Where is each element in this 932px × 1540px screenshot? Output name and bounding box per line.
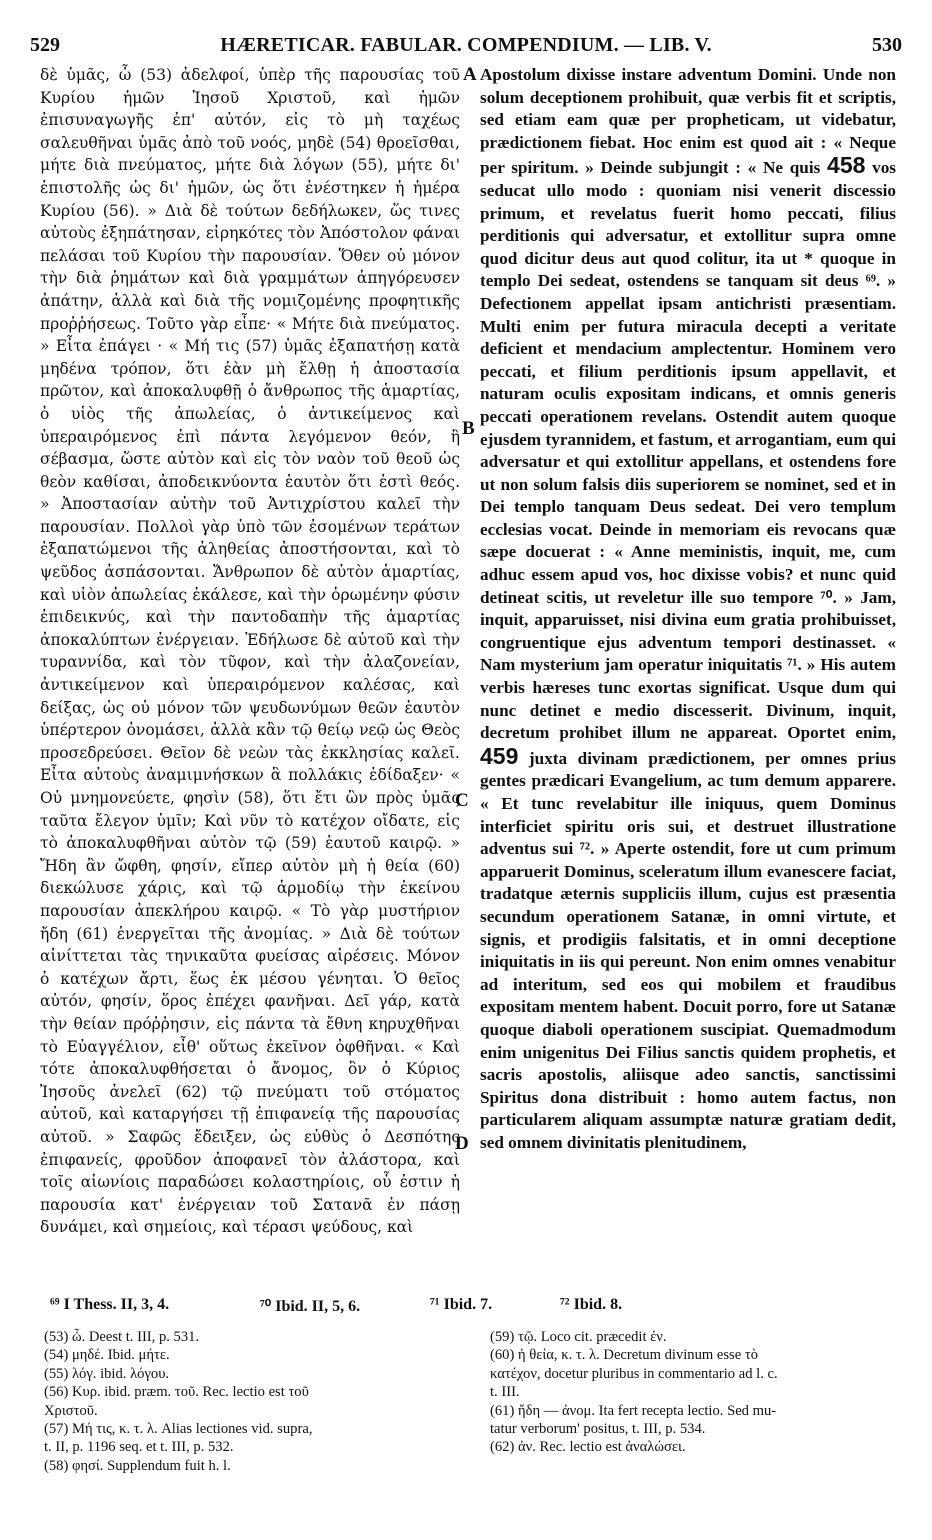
note-line: (55) λόγ. ibid. λόγου. bbox=[44, 1365, 170, 1382]
note-line: (58) φησί. Supplendum fuit h. l. bbox=[44, 1457, 231, 1474]
note-line: Χριστοῦ. bbox=[44, 1402, 98, 1419]
greek-column bbox=[40, 64, 460, 1239]
page-number-left: 529 bbox=[30, 34, 60, 56]
margin-marker-a: A bbox=[463, 64, 477, 85]
ref-71: ⁷¹ Ibid. 7. bbox=[430, 1296, 493, 1313]
ref-70: ⁷⁰ Ibid. II, 5, 6. bbox=[260, 1298, 361, 1315]
note-line: (53) ὦ. Deest t. III, p. 531. bbox=[44, 1329, 200, 1345]
margin-marker-c: C bbox=[455, 790, 469, 811]
running-header bbox=[30, 34, 902, 60]
note-line: (60) ἡ θεία, κ. τ. λ. Decretum divinum esse τὸ bbox=[490, 1347, 759, 1364]
ref-72: ⁷² Ibid. 8. bbox=[560, 1296, 623, 1313]
latin-text bbox=[480, 64, 896, 1155]
page-number-right: 530 bbox=[872, 34, 902, 56]
notes-right-column bbox=[490, 1328, 890, 1457]
ref-69: ⁶⁹ I Thess. II, 3, 4. bbox=[50, 1296, 170, 1313]
note-line: (54) μηδέ. Ibid. μήτε. bbox=[44, 1347, 170, 1364]
column-number-459: 459 bbox=[480, 742, 519, 769]
note-line: (56) Κυρ. ibid. præm. τοῦ. Rec. lectio est τοῦ bbox=[44, 1384, 309, 1401]
latin-column bbox=[480, 64, 896, 1155]
greek-text: δὲ ὑμᾶς, ὦ (53) ἀδελφοί, ὑπὲρ τῆς παρουσίας τοῦ Κυρίου ἡμῶν Ἰησοῦ Χριστοῦ, καὶ ἡμῶν ἐπισυναγωγῆς ἐπ' αὐτόν, εἰς τὸ μὴ ταχέως σαλευθῆναι ὑμᾶς ἀπὸ τοῦ νοός, μηδὲ (54) θροεῖσθαι, μήτε διὰ πνεύματος, μήτε διὰ λόγων (55), μήτε δι' ἐπιστολῆς ὡς δι' ἡμῶν, ὡς ὅτι ἐνέστηκεν ἡ ἡμέρα Κυρίου (56). » Διὰ δὲ τούτων δεδήλωκεν, ὥς τινες αὐτοὺς ἐξηπάτησαν, εἰρηκότες τὸν Ἀπόστολον φάναι πελάσαι τοῦ Κυρίου τὴν παρουσίαν. Ὅθεν οὐ μόνον τὴν διὰ ῥημάτων καὶ διὰ γραμμάτων ἀπηγόρευσεν ἀπάτην, ἀλλὰ καὶ διὰ τῆς νομιζομένης προφητικῆς προῤῥήσεως. Τοῦτο γὰρ εἶπε· « Μήτε διὰ πνεύματος. » Εἶτα ἐπάγει · « Μή τις (57) ὑμᾶς ἐξαπατήσῃ κατὰ μηδένα τρόπον, ὅτι ἐὰν μὴ ἔλθῃ ἡ ἀποστασία πρῶτον, καὶ ἀποκαλυφθῇ ὁ ἄνθρωπος τῆς ἁμαρτίας, ὁ υἱὸς τῆς ἀπωλείας, ὁ ἀντικείμενος καὶ ὑπεραιρόμενος ἐπὶ πάντα λεγόμενον θεόν, ἢ σέβασμα, ὥστε αὐτὸν καὶ εἰς τὸν ναὸν τοῦ θεοῦ ὡς θεὸν καθίσαι, ἀποδεικνύοντα ἑαυτὸν ὅτι ἐστὶ θεός. » Ἀποστασίαν αὐτὴν τοῦ Ἀντιχρίστου καλεῖ τὴν παρουσίαν. Πολλοὶ γὰρ ὑπὸ τῶν ἐσομένων τεράτων ἐξαπατώμενοι τῆς ἀληθείας ἀποστήσονται, καὶ τὸ ψεῦδος ἀσπάσονται. Ἄνθρωπον δὲ αὐτὸν ἁμαρτίας, καὶ υἱὸν ἀπωλείας ἐκάλεσε, καὶ τὴν ὁρωμένην φύσιν ἐπιδεικνύς, καὶ τὴν παντοδαπὴν τῆς ἁμαρτίας ἀποκαλύπτων ἐνέργειαν. Ἐδήλωσε δὲ αὐτοῦ καὶ τὴν τυραννίδα, καὶ τὸν τῦφον, καὶ τὴν ἀλαζονείαν, ἀντικείμενον καὶ ὑπεραιρόμενον καλέσας, καὶ δείξας, ὡς οὐ μόνον τῶν ψευδωνύμων θεῶν ἑαυτὸν ὑπέρτερον ὀνομάσει, ἀλλὰ κἂν τῷ θείῳ νεῷ ὡς Θεὸς προσεδρεύσει. Θεῖον δὲ νεὼν τὰς ἐκκλησίας καλεῖ. Εἶτα αὐτοὺς ἀναμιμνήσκων ἃ πολλάκις ἐδίδαξεν· « Οὐ μνημονεύετε, φησὶν (58), ὅτι ἔτι ὢν πρὸς ὑμᾶς ταῦτα ἔλεγον ὑμῖν; Καὶ νῦν τὸ κατέχον οἴδατε, εἰς τὸ ἀποκαλυφθῆναι αὐτὸν τῷ (59) ἑαυτοῦ καιρῷ. » Ἤδη ἂν ὤφθη, φησίν, εἴπερ αὐτὸν μὴ ἡ θεία (60) διεκώλυσε χάρις, καὶ τῷ ἁρμοδίῳ τὴν ἐκείνου παρουσίαν ἀπεκλήρου καιρῷ. « Τὸ γὰρ μυστήριον ἤδη (61) ἐνεργεῖται τῆς ἀνομίας. » Διὰ δὲ τούτων αἰνίττεται τὰς τηνικαῦτα φυείσας αἱρέσεις. Μόνον ὁ κατέχων ἄρτι, ἕως ἐκ μέσου γένηται. Ὁ θεῖος αὐτόν, φησίν, ὅρος ἐπέχει φανῆναι. Δεῖ γάρ, κατὰ τὴν θείαν πρόῤῥησιν, εἰς πάντα τὰ ἔθνη κηρυχθῆναι τὸ Εὐαγγέλιον, εἶθ' οὕτως ἐκεῖνον ὀφθῆναι. « Καὶ τότε ἀποκαλυφθήσεται ὁ ἄνομος, ὃν ὁ Κύριος Ἰησοῦς ἀνελεῖ (62) τῷ πνεύματι τοῦ στόματος αὐτοῦ, καὶ καταργήσει τῇ ἐπιφανείᾳ τῆς παρουσίας αὐτοῦ. » Σαφῶς ἔδειξεν, ὡς εὐθὺς ὁ Δεσπότης ἐπιφανείς, φροῦδον ἀποφανεῖ τὸν ἀλάστορα, καὶ τοῖς αἰωνίοις παραδώσει κολαστηρίοις, οὗ ἐστιν ἡ παρουσία κατ' ἐνέργειαν τοῦ Σατανᾶ ἐν πάσῃ δυνάμει, καὶ σημείοις, καὶ τέρασι ψεύδους, καὶ bbox=[40, 66, 460, 1237]
note-line: (59) τῷ. Loco cit. præcedit ἐν. bbox=[490, 1329, 667, 1345]
note-line: (62) ἀν. Rec. lectio est ἀναλώσει. bbox=[490, 1439, 686, 1456]
note-line: t. II, p. 1196 seq. et t. III, p. 532. bbox=[44, 1439, 234, 1456]
note-line: t. III. bbox=[490, 1384, 520, 1401]
column-number-458: 458 bbox=[827, 152, 866, 179]
note-line: (61) ἤδη — ἀνομ. Ita fert recepta lectio. Sed mu- bbox=[490, 1402, 777, 1419]
latin-text-part-3: juxta divinam prædictionem, per omnes prius gentes prædicari Evangelium, ac tum demum apparere. « Et tunc revelabitur ille iniquus, quem Dominus interficiet spiritu oris sui, et destruet illustratione adventus sui ⁷². » Aperte ostendit, fore ut cum primum apparuerit Dominus, sceleratum illum evanescere faciat, tradatque æternis suppliciis illum, cujus est præsentia secundum operationem Satanæ, in omni virtute, et signis, et prodigiis falsitatis, et in omni deceptione iniquitatis in iis qui pereunt. Non enim omnes venabitur ad interitum, sed eos qui mobilem et fraudibus expositam mentem habent. Docuit porro, fore ut Satanæ quoque diaboli operationem suscipiat. Quemadmodum enim unigenitus Dei Filius sanctis quidem prophetis, et sacris apostolis, aliisque adeo sanctis, sanctissimi Spiritus dona distribuit : homo autem factus, non particularem aliquam assumptæ naturæ gratiam dedit, sed omnem divinitatis plenitudinem, bbox=[480, 748, 896, 1152]
margin-marker-b: B bbox=[462, 418, 475, 439]
notes-left-column bbox=[44, 1328, 464, 1475]
header-title: HÆRETICAR. FABULAR. COMPENDIUM. — LIB. V. bbox=[220, 34, 712, 56]
note-line: κατέχον, docetur pluribus in commentario ad l. c. bbox=[490, 1365, 778, 1382]
latin-text-part-1: Apostolum dixisse instare adventum Domini. Unde non solum deceptionem prohibuit, quæ verbis fit et scriptis, sed etiam eam quæ per propheticam, ut videbatur, prædictionem fiebat. Hoc enim est quod ait : « Neque per spiritum. » Deinde subjungit : « Ne quis bbox=[480, 65, 896, 178]
note-line: tatur verborum' positus, t. III, p. 534. bbox=[490, 1421, 706, 1438]
note-line: (57) Μή τις, κ. τ. λ. Alias lectiones vid. supra, bbox=[44, 1421, 313, 1438]
margin-marker-d: D bbox=[455, 1133, 469, 1154]
latin-text-part-2: vos seducat ullo modo : quoniam nisi venerit discessio primum, et revelatus fuerit homo peccati, filius perditionis qui adversatur, et extollitur supra omne quod dicitur deus aut quod colitur, ita ut * quoque in templo Dei sedeat, ostendens se tanquam sit deus ⁶⁹. » Defectionem appellat ipsam antichristi præsentiam. Multi enim per futura miracula decepti a veritate deficient et mendacium amplectentur. Hominem vero peccati, et filium perditionis ipsum appellavit, et naturam oculis expositam indicans, et omnis generis peccati operationem revelans. Ostendit autem quoque ejusdem tyrannidem, et fastum, et arrogantiam, eum qui adversatur et qui extollitur appellans, et ostendens fore ut non solum falsis diis superiorem se nominet, sed et in Dei templo tanquam Deus sedeat. Dei vero templum ecclesias vocat. Deinde in memoriam eis revocans quæ sæpe docuerat : « Anne meministis, inquit, me, cum adhuc essem apud vos, hoc dixisse vobis? et nunc quid detineat scitis, ut reveletur ille suo tempore ⁷⁰. » Jam, inquit, apparuisset, nisi divina eum gratia prohibuisset, congruentique ejus adventum tempori destinasset. « Nam mysterium jam operatur iniquitatis ⁷¹. » His autem verbis hæreses tunc exortas significat. Usque dum qui nunc detinet e medio discesserit. Divinum, inquit, decretum prohibet illum ne appareat. Oportet enim, bbox=[480, 158, 896, 743]
